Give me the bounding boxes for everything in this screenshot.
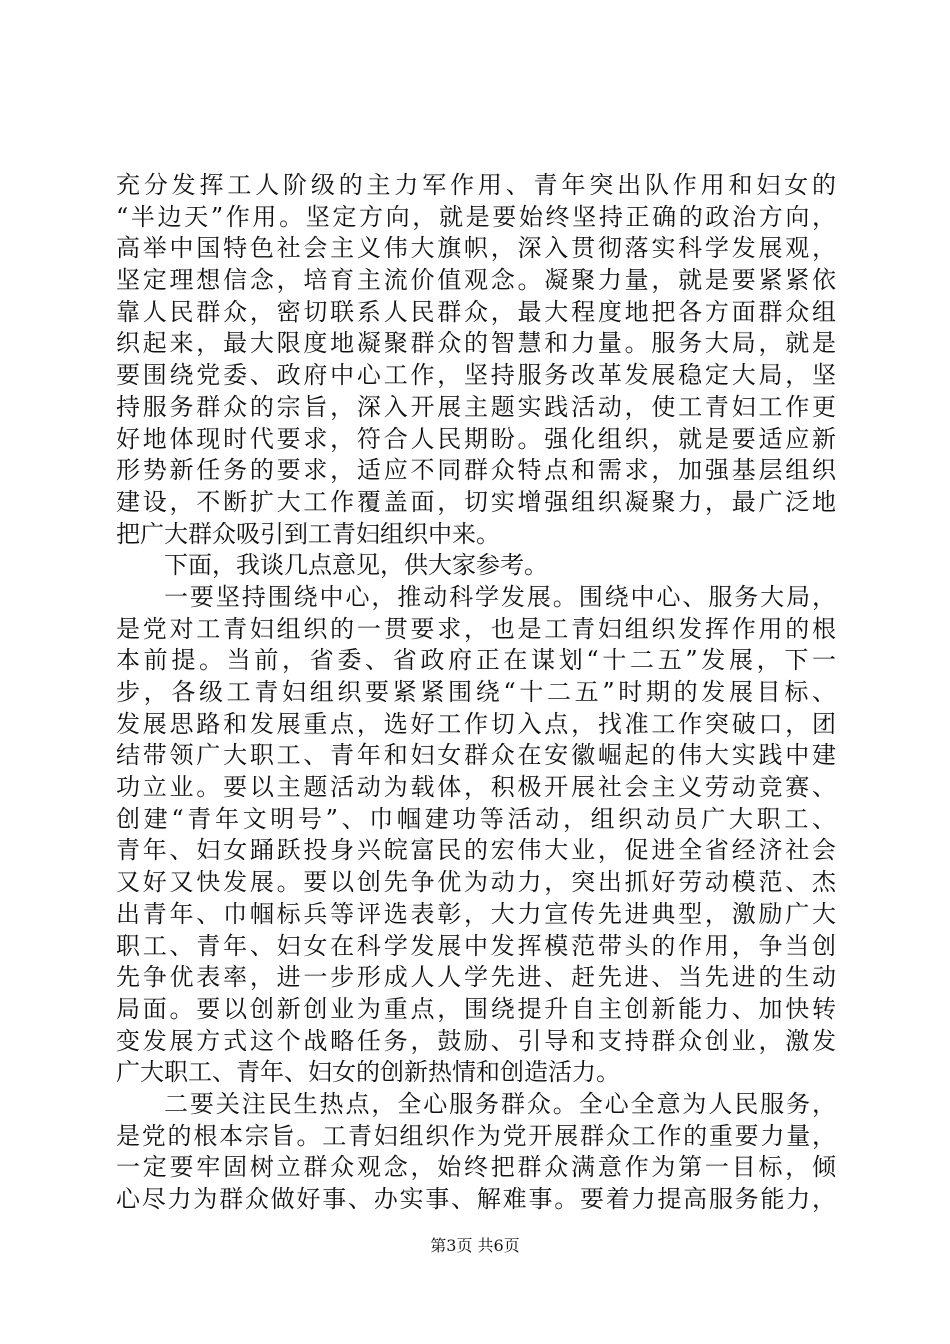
- text-line: 持服务群众的宗旨，深入开展主题实践活动，使工青妇工作更: [116, 392, 836, 421]
- text-line: 好地体现时代要求，符合人民期盼。强化组织，就是要适应新: [116, 424, 836, 453]
- text-line: 创建“青年文明号”、巾帼建功等活动，组织动员广大职工、: [116, 804, 836, 833]
- text-line: 把广大群众吸引到工青妇组织中来。: [116, 519, 500, 548]
- text-line: 又好又快发展。要以创先争优为动力，突出抓好劳动模范、杰: [116, 868, 836, 897]
- page-number-footer: 第3页 共6页: [430, 1236, 520, 1255]
- text-line: 功立业。要以主题活动为载体，积极开展社会主义劳动竞赛、: [116, 773, 836, 802]
- text-line: 建设，不断扩大工作覆盖面，切实增强组织凝聚力，最广泛地: [116, 487, 836, 516]
- text-line: 变发展方式这个战略任务，鼓励、引导和支持群众创业，激发: [116, 1026, 836, 1055]
- text-line: 职工、青年、妇女在科学发展中发挥模范带头的作用，争当创: [116, 931, 836, 960]
- text-line: 靠人民群众，密切联系人民群众，最大程度地把各方面群众组: [116, 297, 836, 326]
- text-line: 是党对工青妇组织的一贯要求，也是工青妇组织发挥作用的根: [116, 614, 836, 643]
- text-line: 步，各级工青妇组织要紧紧围绕“十二五”时期的发展目标、: [116, 678, 836, 706]
- text-line: 本前提。当前，省委、省政府正在谋划“十二五”发展，下一: [116, 646, 836, 675]
- text-line: 先争优表率，进一步形成人人学先进、赶先进、当先进的生动: [116, 963, 836, 992]
- text-line: 织起来，最大限度地凝聚群众的智慧和力量。服务大局，就是: [116, 329, 836, 358]
- text-line: 是党的根本宗旨。工青妇组织作为党开展群众工作的重要力量，: [116, 1121, 836, 1150]
- text-line: 充分发挥工人阶级的主力军作用、青年突出队作用和妇女的: [116, 171, 836, 199]
- text-line: 青年、妇女踊跃投身兴皖富民的宏伟大业，促进全省经济社会: [116, 836, 836, 865]
- text-line: 发展思路和发展重点，选好工作切入点，找准工作突破口，团: [116, 709, 836, 738]
- paragraph-start-line: 一要坚持围绕中心，推动科学发展。围绕中心、服务大局，: [164, 582, 836, 611]
- text-line: 要围绕党委、政府中心工作，坚持服务改革发展稳定大局，坚: [116, 361, 836, 390]
- text-line: 一定要牢固树立群众观念，始终把群众满意作为第一目标，倾: [116, 1153, 836, 1182]
- paragraph-start-line: 二要关注民生热点，全心服务群众。全心全意为人民服务，: [164, 1089, 836, 1118]
- text-line: 出青年、巾帼标兵等评选表彰，大力宣传先进典型，激励广大: [116, 899, 836, 928]
- paragraph-start-line: 下面，我谈几点意见，供大家参考。: [164, 551, 548, 580]
- text-line: 形势新任务的要求，适应不同群众特点和需求，加强基层组织: [116, 456, 836, 485]
- document-body: [116, 170, 836, 1216]
- text-line: 高举中国特色社会主义伟大旗帜，深入贯彻落实科学发展观，: [116, 234, 836, 263]
- text-line: “半边天”作用。坚定方向，就是要始终坚持正确的政治方向，: [116, 202, 836, 231]
- text-line: 心尽力为群众做好事、办实事、解难事。要着力提高服务能力，: [116, 1185, 836, 1213]
- text-line: 结带领广大职工、青年和妇女群众在安徽崛起的伟大实践中建: [116, 741, 836, 770]
- text-line: 坚定理想信念，培育主流价值观念。凝聚力量，就是要紧紧依: [116, 266, 836, 295]
- text-line: 局面。要以创新创业为重点，围绕提升自主创新能力、加快转: [116, 994, 836, 1023]
- text-line: 广大职工、青年、妇女的创新热情和创造活力。: [116, 1058, 620, 1087]
